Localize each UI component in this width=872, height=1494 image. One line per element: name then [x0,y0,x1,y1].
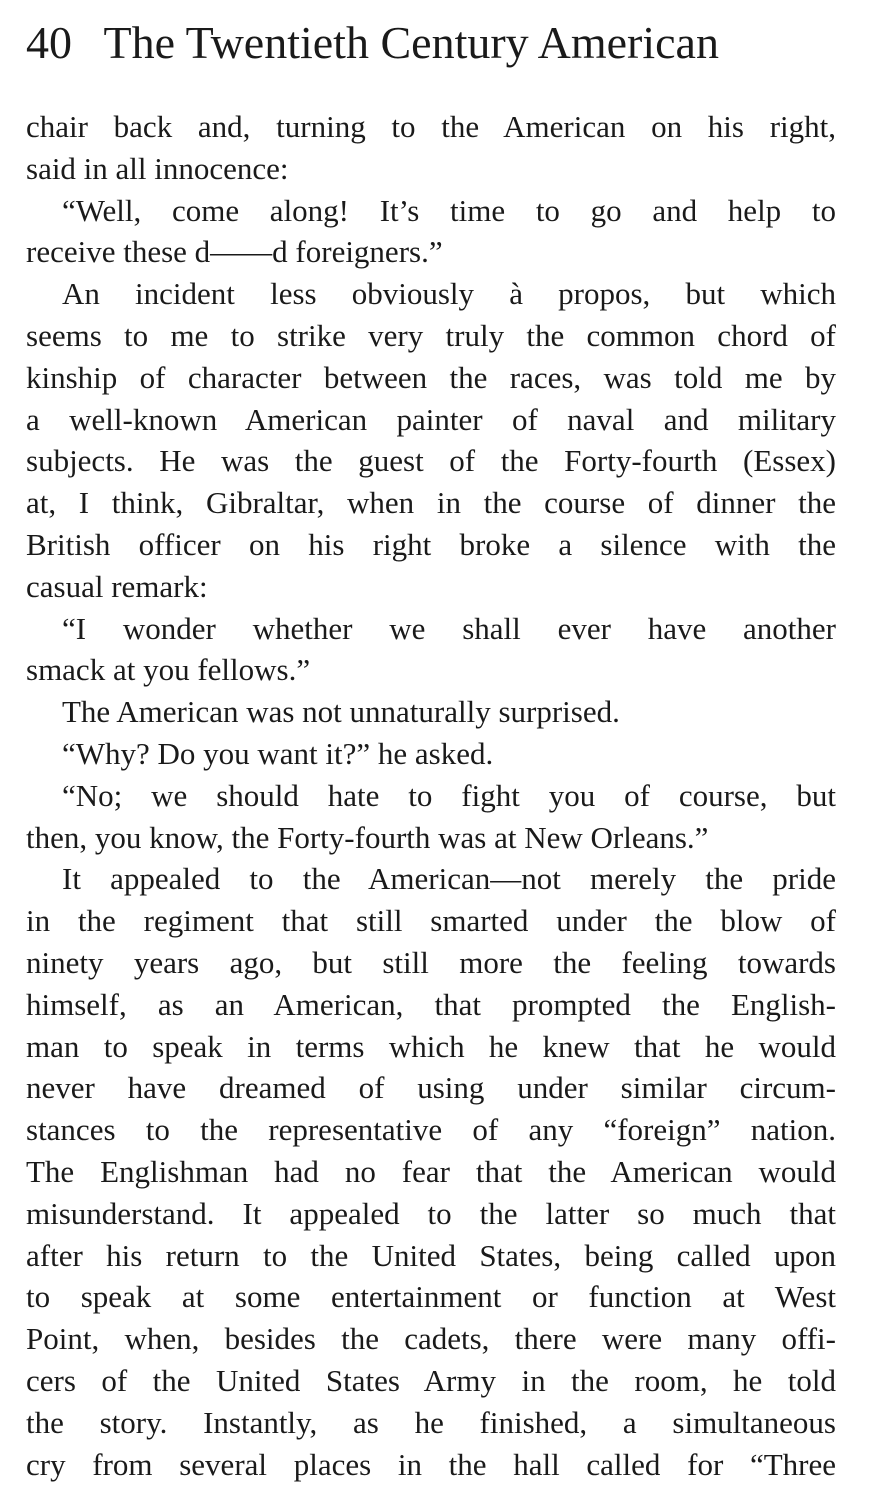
text-line: said in all innocence: [26,150,289,186]
text-line: “Why? Do you want it?” he asked. [62,735,494,771]
page-header [26,14,846,72]
text-line: “No; we should hate to fight you of course, but [62,777,836,813]
page-number: 40 [26,17,72,68]
text-line: An incident less obviously à propos, but which [62,276,836,312]
text-line: never have dreamed of using under similar circum- [26,1070,836,1106]
text-line: cers of the United States Army in the room, he told [26,1362,836,1398]
text-line: chair back and, turning to the American on his right, [26,109,836,144]
text-line: ninety years ago, but still more the feeling towards [26,944,836,980]
text-line: British officer on his right broke a silence with the [26,526,836,562]
text-line: smack at you fellows.” [26,652,311,688]
text-line: man to speak in terms which he knew that he would [26,1028,836,1064]
text-line: at, I think, Gibraltar, when in the course of dinner the [26,485,836,521]
text-line: in the regiment that still smarted under the blow of [26,903,836,939]
text-line: after his return to the United States, being called upon [26,1237,836,1273]
text-line: It appealed to the American—not merely the pride [62,861,836,897]
text-line: then, you know, the Forty-fourth was at New Orleans.” [26,819,709,855]
text-line: misunderstand. It appealed to the latter so much that [26,1195,836,1231]
text-line: himself, as an American, that prompted the English- [26,986,836,1022]
running-title: The Twentieth Century American [103,17,719,68]
body-text [26,106,836,1485]
text-line: cry from several places in the hall called for “Three [26,1446,836,1482]
text-line: Point, when, besides the cadets, there were many offi- [26,1321,836,1357]
text-line: the story. Instantly, as he finished, a simultaneous [26,1404,836,1440]
text-line: a well-known American painter of naval and military [26,401,836,437]
text-line: kinship of character between the races, was told me by [26,359,836,395]
text-line: The Englishman had no fear that the American would [26,1153,836,1189]
text-line: “I wonder whether we shall ever have another [62,610,836,646]
text-line: seems to me to strike very truly the common chord of [26,317,836,353]
text-line: “Well, come along! It’s time to go and help to [62,192,836,228]
text-line: receive these d——d foreigners.” [26,234,443,270]
text-line: subjects. He was the guest of the Forty-fourth (Essex) [26,443,836,479]
text-line: to speak at some entertainment or function at West [26,1279,836,1315]
text-line: stances to the representative of any “foreign” nation. [26,1112,836,1148]
text-line: The American was not unnaturally surprised. [62,694,620,730]
text-line: casual remark: [26,568,208,604]
